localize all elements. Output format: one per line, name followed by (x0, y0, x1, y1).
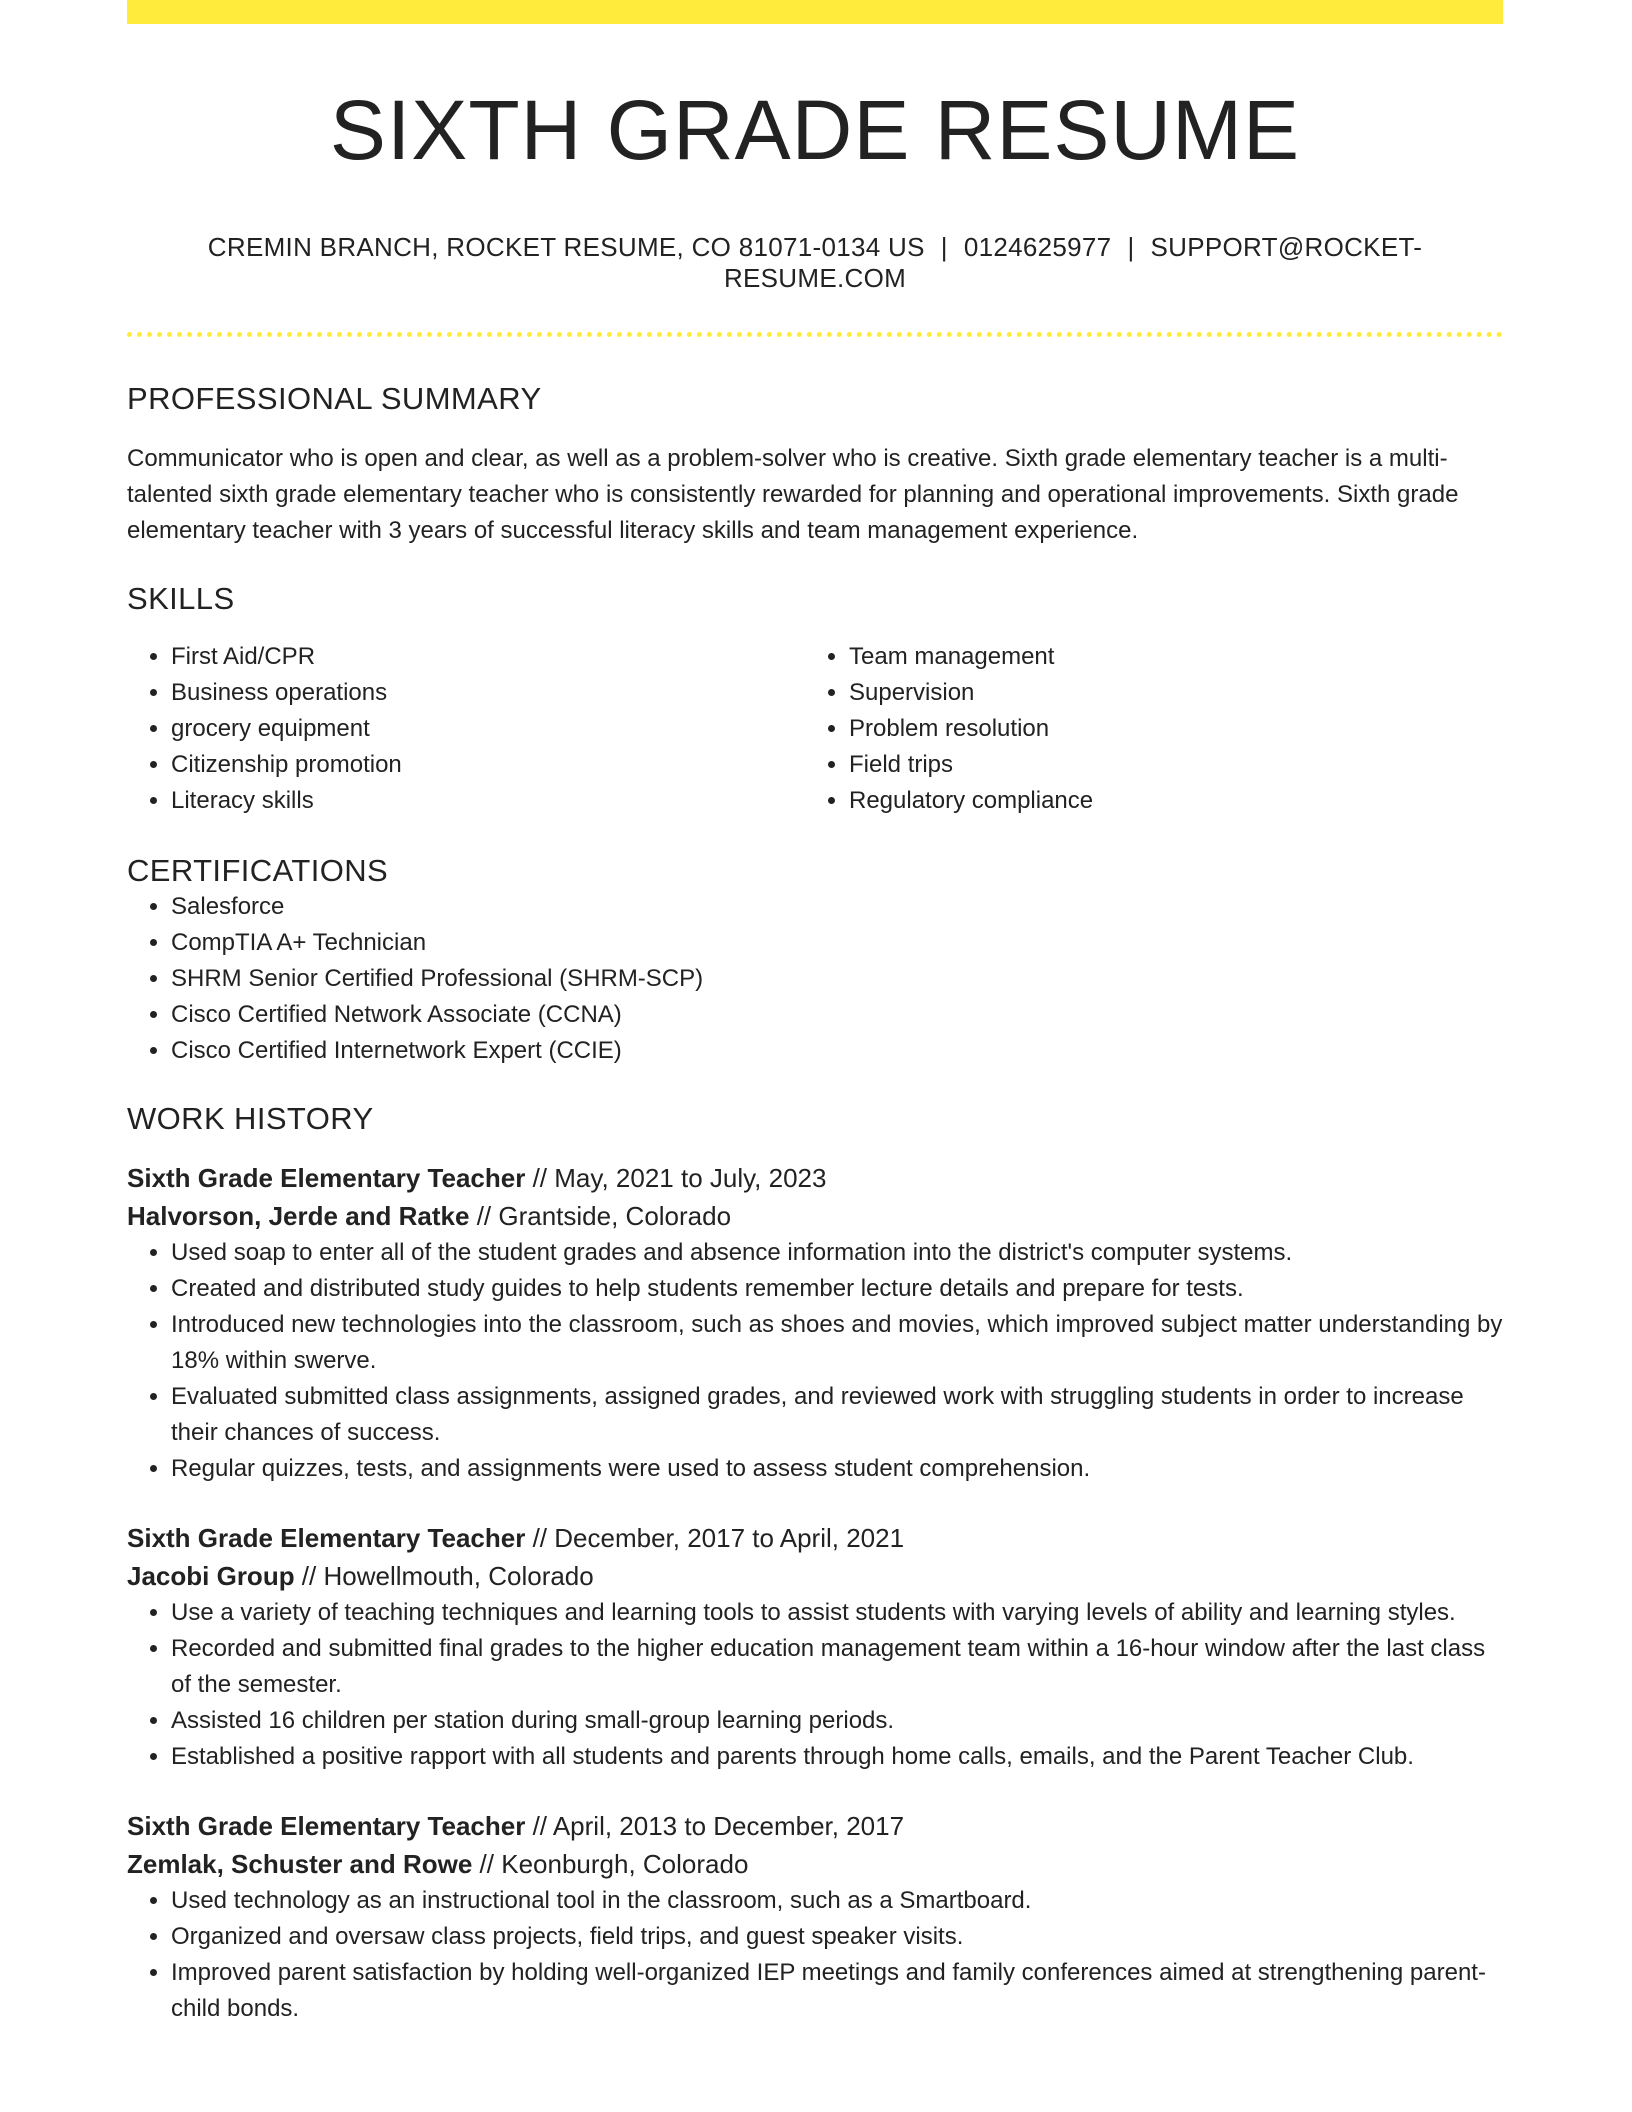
accent-top-bar (127, 0, 1503, 24)
job-title-line (127, 1159, 1503, 1197)
job-entry (127, 1159, 1503, 1487)
resume-page (127, 0, 1503, 2027)
job-bullet: • Organized and oversaw class projects, field trips, and guest speaker visits. (171, 1919, 1503, 1955)
job-role: Sixth Grade Elementary Teacher (127, 1163, 526, 1194)
job-bullet: • Evaluated submitted class assignments, assigned grades, and reviewed work with struggling students in order to increase their chances of success. (171, 1379, 1503, 1451)
certification-item: • Salesforce (171, 889, 1503, 925)
job-bullet: • Improved parent satisfaction by holding well-organized IEP meetings and family conferences aimed at strengthening parent-child bonds. (171, 1955, 1503, 2027)
skill-item: • First Aid/CPR (171, 639, 805, 675)
summary-heading: PROFESSIONAL SUMMARY (127, 381, 542, 417)
job-dates: April, 2013 to December, 2017 (552, 1811, 905, 1842)
skill-item: • Literacy skills (171, 783, 805, 819)
job-location: Keonburgh, Colorado (501, 1849, 749, 1880)
contact-separator: | (940, 232, 948, 263)
job-company-line (127, 1197, 1503, 1235)
job-company-line (127, 1845, 1503, 1883)
job-company-line (127, 1557, 1503, 1595)
job-bullet: • Regular quizzes, tests, and assignments were used to assess student comprehension. (171, 1451, 1503, 1487)
job-bullets (127, 1883, 1503, 2027)
resume-name: SIXTH GRADE RESUME (329, 83, 1301, 177)
skills-column-left (127, 639, 805, 819)
work-history-heading: WORK HISTORY (127, 1101, 374, 1137)
job-separator: // (525, 1811, 553, 1842)
job-separator: // (472, 1849, 502, 1880)
job-location: Howellmouth, Colorado (323, 1561, 594, 1592)
job-bullet: • Established a positive rapport with all students and parents through home calls, emails, and the Parent Teacher Club. (171, 1739, 1503, 1775)
summary-text: Communicator who is open and clear, as well as a problem-solver who is creative. Sixth grade elementary teacher is a multi-talented sixth grade elementary teacher who is consistently rewarded for planning and operational improvements. Sixth grade elementary teacher with 3 years of successful literacy skills and team management experience. (127, 445, 1459, 545)
job-separator: // (294, 1561, 324, 1592)
job-separator: // (525, 1163, 555, 1194)
skills-heading: SKILLS (127, 581, 235, 617)
skill-item: • Business operations (171, 675, 805, 711)
skill-item: • Regulatory compliance (849, 783, 1483, 819)
skill-item: • Citizenship promotion (171, 747, 805, 783)
job-role: Sixth Grade Elementary Teacher (127, 1523, 526, 1554)
job-dates: May, 2021 to July, 2023 (554, 1163, 827, 1194)
skill-item: • Team management (849, 639, 1483, 675)
skill-item: • Field trips (849, 747, 1483, 783)
dotted-divider (127, 332, 1503, 337)
job-bullet: • Used technology as an instructional tool in the classroom, such as a Smartboard. (171, 1883, 1503, 1919)
job-title-line (127, 1807, 1503, 1845)
job-bullet: • Used soap to enter all of the student grades and absence information into the district's computer systems. (171, 1235, 1503, 1271)
contact-email: SUPPORT@ROCKET-RESUME.COM (723, 232, 1423, 294)
certification-item: • Cisco Certified Network Associate (CCNA) (171, 997, 1503, 1033)
contact-separator: | (1127, 232, 1135, 263)
certifications-list (127, 889, 1503, 1069)
job-bullets (127, 1595, 1503, 1775)
skills-column-right (805, 639, 1483, 819)
job-dates: December, 2017 to April, 2021 (554, 1523, 905, 1554)
job-bullet: • Use a variety of teaching techniques and learning tools to assist students with varying levels of ability and learning styles. (171, 1595, 1503, 1631)
skill-item: • Problem resolution (849, 711, 1483, 747)
job-entry (127, 1519, 1503, 1775)
job-bullet: • Recorded and submitted final grades to the higher education management team within a 16-hour window after the last class of the semester. (171, 1631, 1503, 1703)
job-bullet: • Created and distributed study guides to help students remember lecture details and prepare for tests. (171, 1271, 1503, 1307)
job-location: Grantside, Colorado (498, 1201, 732, 1232)
skills-list-left (127, 639, 805, 819)
skills-list-right (805, 639, 1483, 819)
contact-address: CREMIN BRANCH, ROCKET RESUME, CO 81071-0134 US (207, 232, 925, 263)
skill-item: • Supervision (849, 675, 1483, 711)
skill-item: • grocery equipment (171, 711, 805, 747)
job-separator: // (469, 1201, 499, 1232)
certification-item: • CompTIA A+ Technician (171, 925, 1503, 961)
contact-line (127, 232, 1503, 294)
job-entry (127, 1807, 1503, 2027)
certification-item: • Cisco Certified Internetwork Expert (CCIE) (171, 1033, 1503, 1069)
job-bullets (127, 1235, 1503, 1487)
job-bullet: • Introduced new technologies into the classroom, such as shoes and movies, which improved subject matter understanding by 18% within swerve. (171, 1307, 1503, 1379)
skills-grid (127, 639, 1503, 819)
job-company: Zemlak, Schuster and Rowe (127, 1849, 473, 1880)
job-company: Jacobi Group (127, 1561, 295, 1592)
job-role: Sixth Grade Elementary Teacher (127, 1811, 526, 1842)
contact-phone: 0124625977 (963, 232, 1112, 263)
job-separator: // (525, 1523, 555, 1554)
certification-item: • SHRM Senior Certified Professional (SHRM-SCP) (171, 961, 1503, 997)
job-bullet: • Assisted 16 children per station during small-group learning periods. (171, 1703, 1503, 1739)
job-title-line (127, 1519, 1503, 1557)
job-company: Halvorson, Jerde and Ratke (127, 1201, 470, 1232)
certifications-heading: CERTIFICATIONS (127, 853, 389, 889)
